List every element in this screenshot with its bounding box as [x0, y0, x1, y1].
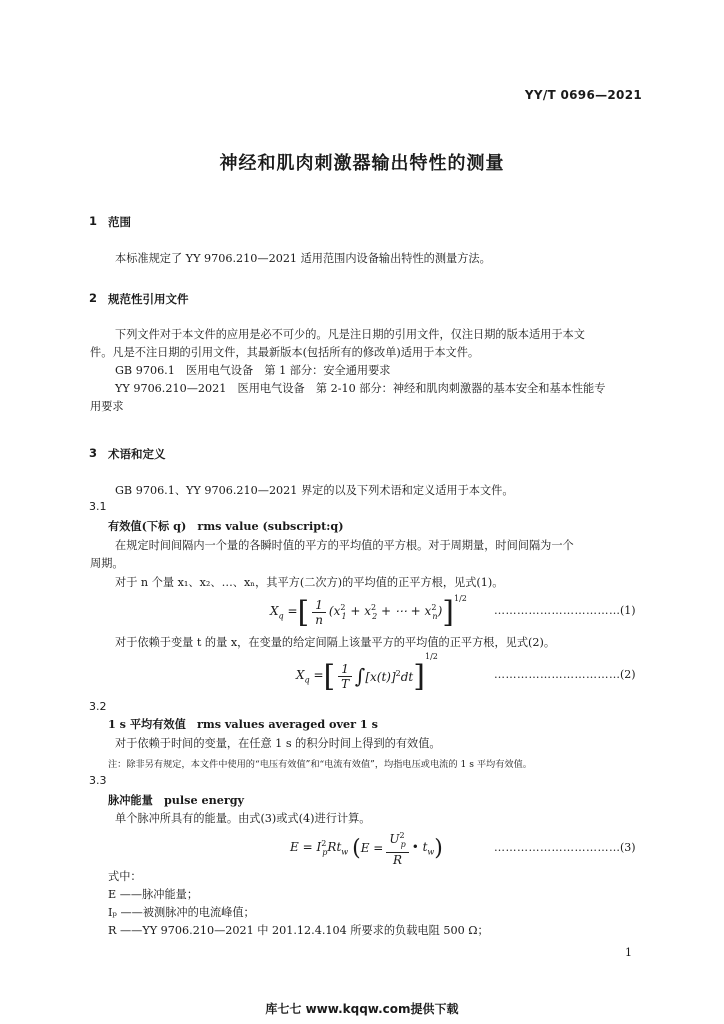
section-1-number: 1 [89, 214, 98, 228]
section-1-text: 本标准规定了 YY 9706.210—2021 适用范围内设备输出特性的测量方法。 [115, 252, 491, 265]
equation-2: $X_q$ = [ $\frac{1}{T}$ ∫ $[x(t)]^2dt$ ] 1/2 [296, 652, 438, 694]
page-number: 1 [625, 946, 632, 959]
section-1-title: 范围 [108, 215, 131, 229]
section-2-para-line-2: 件。凡是不注日期的引用文件，其最新版本(包括所有的修改单)适用于本文件。 [90, 346, 480, 359]
section-3-number: 3 [89, 446, 98, 460]
equation-3-number: (3) [620, 841, 636, 854]
where-label: 式中： [108, 870, 142, 883]
term-3-1-title: 有效值(下标 q) rms value (subscript:q) [108, 519, 344, 533]
term-3-2-title: 1 s 平均有效值 rms values averaged over 1 s [108, 717, 378, 731]
term-3-1-paragraph-3: 对于依赖于变量 t 的量 x，在变量的给定间隔上该量平方的平均值的正平方根，见式(2)。 [115, 636, 556, 649]
term-3-3-number: 3.3 [89, 774, 107, 787]
equation-1: $X_q$ = [ $\frac{1}{n}$ ($x^2_1 + x^2_2$ + ⋯ + $x^2_n$) ] 1/2 [270, 594, 467, 630]
reference-yy9706-210-line-1: YY 9706.210—2021 医用电气设备 第 2-10 部分：神经和肌肉刺激器的基本安全和基本性能专 [115, 382, 606, 395]
term-3-1-definition-line-1: 在规定时间间隔内一个量的各瞬时值的平方的平均值的平方根。对于周期量，时间间隔为一个 [115, 539, 574, 552]
equation-3: $E = I^2_pRt_w$ ( E = $\frac{U^2_p}{R}$ • $t_w$ ) [290, 831, 443, 867]
section-2-title: 规范性引用文件 [108, 292, 189, 306]
equation-3-leader: …………………………… [494, 841, 621, 854]
equation-1-number: (1) [620, 604, 636, 617]
section-2-para-line-1: 下列文件对于本文件的应用是必不可少的。凡是注日期的引用文件，仅注日期的版本适用于本文 [115, 328, 585, 341]
term-3-2-number: 3.2 [89, 700, 107, 713]
term-3-1-number: 3.1 [89, 500, 107, 513]
equation-2-number: (2) [620, 668, 636, 681]
variable-r: R ——YY 9706.210—2021 中 201.12.4.104 所要求的负载电阻 500 Ω； [108, 924, 489, 937]
term-3-1-paragraph-2: 对于 n 个量 x₁、x₂、…、xₙ，其平方(二次方)的平均值的正平方根，见式(1)。 [115, 576, 504, 589]
term-3-3-definition: 单个脉冲所具有的能量。由式(3)或式(4)进行计算。 [115, 812, 371, 825]
section-3-intro: GB 9706.1、YY 9706.210—2021 界定的以及下列术语和定义适用于本文件。 [115, 484, 514, 497]
download-watermark: 库七七 www.kqqw.com提供下载 [265, 1002, 459, 1016]
reference-yy9706-210-line-2: 用要求 [90, 400, 124, 413]
reference-gb9706-1: GB 9706.1 医用电气设备 第 1 部分：安全通用要求 [115, 364, 391, 377]
term-3-3-title: 脉冲能量 pulse energy [108, 793, 245, 807]
term-3-2-note: 注：除非另有规定，本文件中使用的“电压有效值”和“电流有效值”，均指电压或电流的 1 s 平均有效值。 [108, 759, 532, 770]
section-2-number: 2 [89, 291, 98, 305]
equation-2-leader: …………………………… [494, 668, 621, 681]
section-3-title: 术语和定义 [108, 447, 166, 461]
term-3-2-definition: 对于依赖于时间的变量，在任意 1 s 的积分时间上得到的有效值。 [115, 737, 441, 750]
variable-e: E ——脉冲能量； [108, 888, 199, 901]
equation-1-leader: …………………………… [494, 604, 621, 617]
standard-number: YY/T 0696—2021 [524, 88, 642, 102]
document-title: 神经和肌肉刺激器输出特性的测量 [219, 153, 505, 174]
term-3-1-definition-line-2: 周期。 [90, 557, 124, 570]
variable-ip: Iₚ ——被测脉冲的电流峰值； [108, 906, 255, 919]
